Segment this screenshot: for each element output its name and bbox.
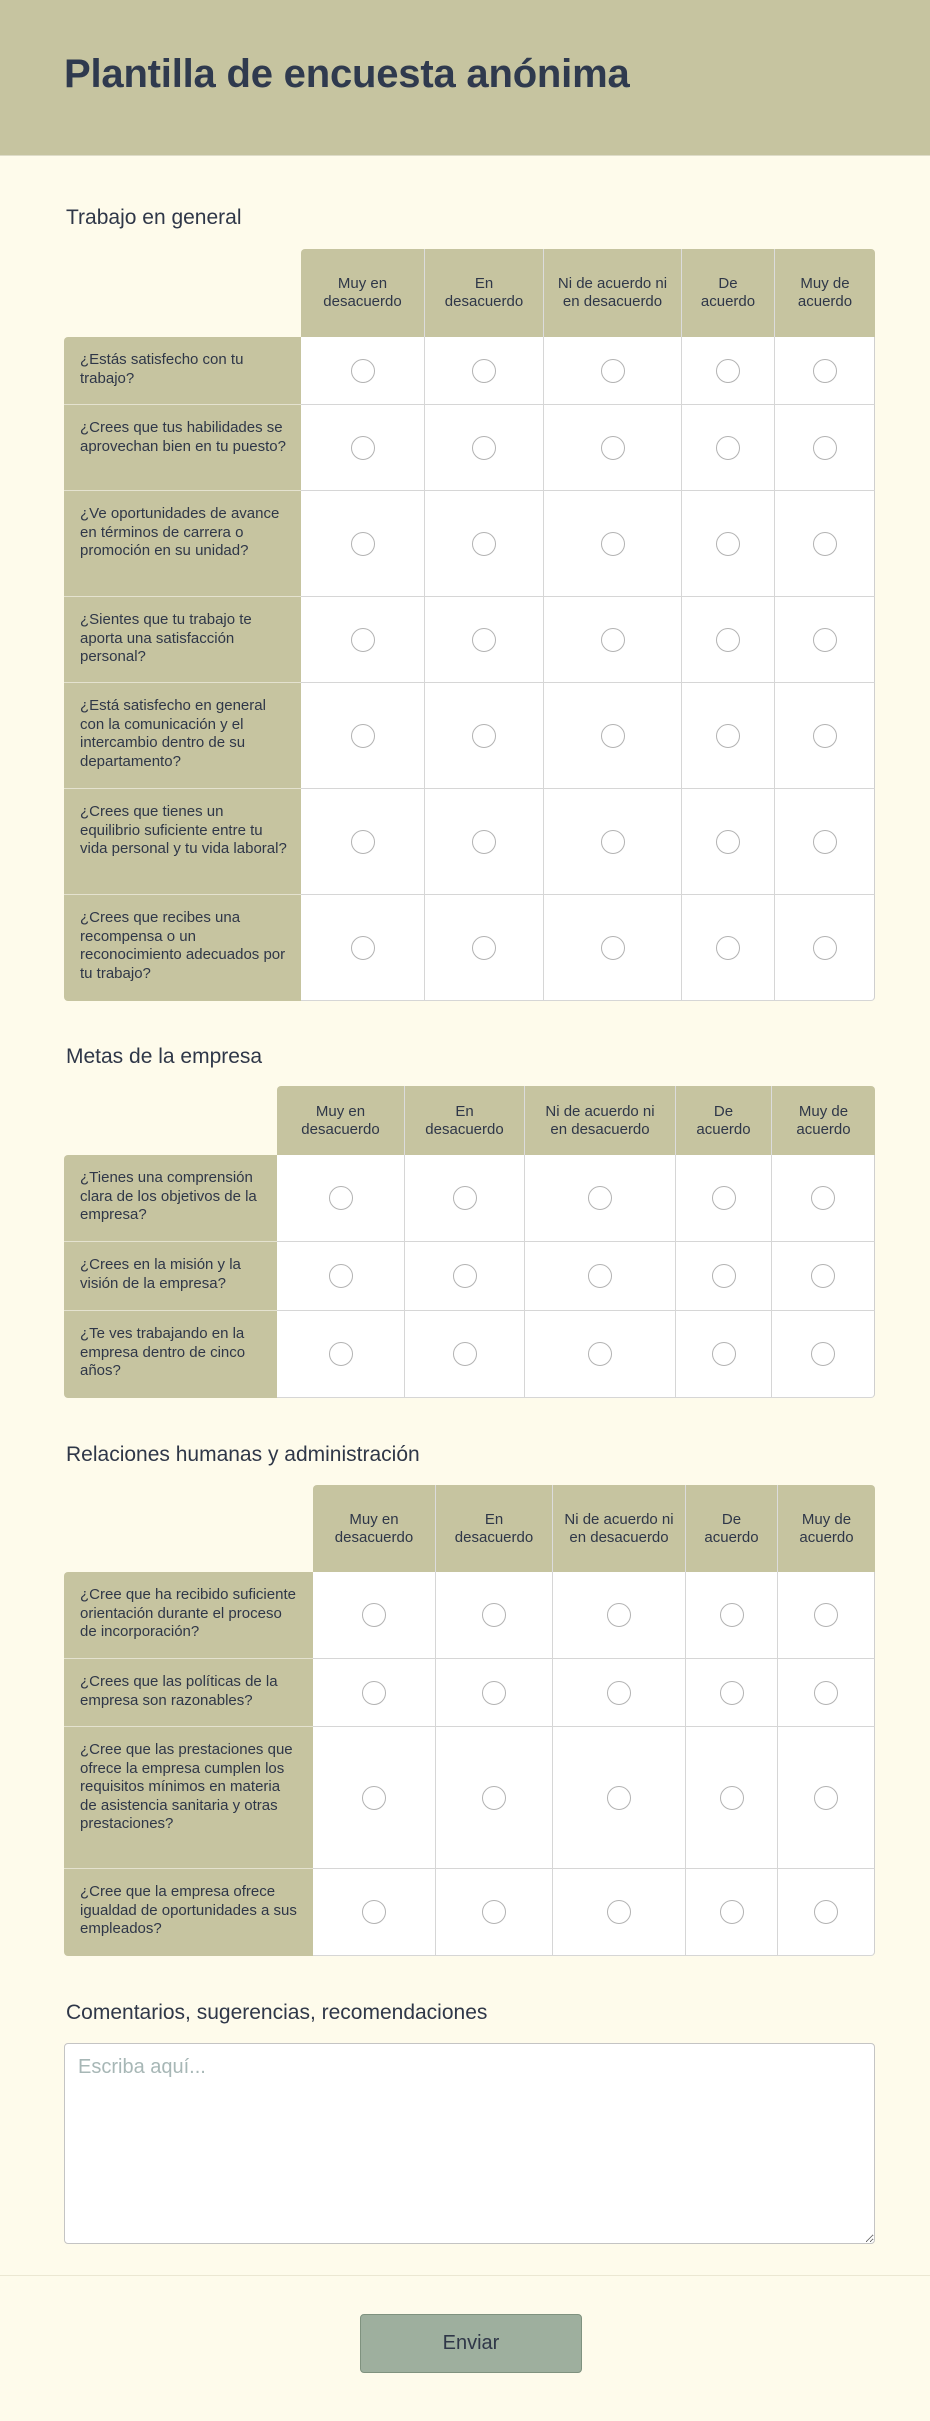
radio-cell[interactable] (425, 405, 544, 491)
radio-button[interactable] (351, 532, 375, 556)
question-label: ¿Crees que tus habilidades se aprovechan bien en tu puesto? (64, 405, 301, 491)
question-label: ¿Tienes una comprensión clara de los objetivos de la empresa? (64, 1155, 277, 1242)
radio-button[interactable] (601, 628, 625, 652)
radio-cell[interactable] (676, 1311, 772, 1398)
question-label: ¿Crees en la misión y la visión de la empresa? (64, 1242, 277, 1311)
radio-button[interactable] (712, 1264, 736, 1288)
question-row (64, 597, 875, 683)
radio-button[interactable] (351, 436, 375, 460)
radio-cell[interactable] (301, 895, 425, 1001)
radio-cell[interactable] (544, 789, 682, 895)
radio-cell[interactable] (775, 491, 875, 597)
radio-cell[interactable] (686, 1572, 778, 1659)
radio-cell[interactable] (436, 1727, 553, 1869)
question-row (64, 1659, 875, 1727)
radio-cell[interactable] (553, 1572, 686, 1659)
radio-cell[interactable] (778, 1869, 875, 1956)
radio-button[interactable] (453, 1342, 477, 1366)
radio-button[interactable] (716, 830, 740, 854)
radio-cell[interactable] (313, 1572, 436, 1659)
question-label: ¿Sientes que tu trabajo te aporta una satisfacción personal? (64, 597, 301, 683)
column-header: Muy en desacuerdo (301, 249, 425, 337)
column-header: En desacuerdo (436, 1485, 553, 1572)
radio-button[interactable] (482, 1603, 506, 1627)
radio-cell[interactable] (553, 1727, 686, 1869)
radio-button[interactable] (601, 724, 625, 748)
question-row (64, 789, 875, 895)
radio-button[interactable] (453, 1186, 477, 1210)
matrix-corner (64, 1485, 313, 1572)
radio-cell[interactable] (313, 1659, 436, 1727)
radio-button[interactable] (712, 1186, 736, 1210)
radio-cell[interactable] (301, 337, 425, 405)
radio-button[interactable] (716, 532, 740, 556)
radio-button[interactable] (720, 1603, 744, 1627)
column-header: De acuerdo (682, 249, 775, 337)
radio-button[interactable] (813, 724, 837, 748)
question-row (64, 405, 875, 491)
radio-button[interactable] (351, 724, 375, 748)
radio-cell[interactable] (682, 491, 775, 597)
radio-cell[interactable] (405, 1242, 525, 1311)
radio-button[interactable] (716, 359, 740, 383)
question-label: ¿Crees que tienes un equilibrio suficiente entre tu vida personal y tu vida laboral? (64, 789, 301, 895)
radio-cell[interactable] (682, 405, 775, 491)
radio-cell[interactable] (553, 1659, 686, 1727)
column-header: Muy en desacuerdo (313, 1485, 436, 1572)
radio-button[interactable] (814, 1681, 838, 1705)
radio-cell[interactable] (544, 491, 682, 597)
radio-cell[interactable] (686, 1727, 778, 1869)
question-row (64, 1572, 875, 1659)
radio-cell[interactable] (682, 789, 775, 895)
radio-button[interactable] (813, 359, 837, 383)
question-row (64, 1311, 875, 1398)
radio-button[interactable] (814, 1900, 838, 1924)
radio-button[interactable] (588, 1186, 612, 1210)
column-header: Ni de acuerdo ni en desacuerdo (544, 249, 682, 337)
page-header (0, 0, 930, 156)
page-title: Plantilla de encuesta anónima (64, 52, 630, 96)
radio-button[interactable] (362, 1900, 386, 1924)
radio-button[interactable] (362, 1603, 386, 1627)
radio-button[interactable] (472, 830, 496, 854)
radio-button[interactable] (472, 359, 496, 383)
radio-button[interactable] (720, 1681, 744, 1705)
question-label: ¿Te ves trabajando en la empresa dentro de cinco años? (64, 1311, 277, 1398)
radio-cell[interactable] (553, 1869, 686, 1956)
radio-cell[interactable] (775, 789, 875, 895)
radio-cell[interactable] (778, 1572, 875, 1659)
matrix-company-goals (64, 1086, 875, 1398)
column-header: De acuerdo (686, 1485, 778, 1572)
radio-button[interactable] (588, 1342, 612, 1366)
radio-button[interactable] (811, 1264, 835, 1288)
radio-button[interactable] (351, 628, 375, 652)
radio-cell[interactable] (778, 1659, 875, 1727)
question-label: ¿Ve oportunidades de avance en términos de carrera o promoción en su unidad? (64, 491, 301, 597)
radio-button[interactable] (607, 1681, 631, 1705)
radio-button[interactable] (482, 1681, 506, 1705)
radio-button[interactable] (712, 1342, 736, 1366)
radio-cell[interactable] (775, 337, 875, 405)
radio-cell[interactable] (544, 405, 682, 491)
radio-cell[interactable] (772, 1242, 875, 1311)
radio-cell[interactable] (301, 683, 425, 789)
radio-cell[interactable] (525, 1311, 676, 1398)
question-row (64, 1869, 875, 1956)
radio-button[interactable] (716, 936, 740, 960)
question-label: ¿Crees que las políticas de la empresa son razonables? (64, 1659, 313, 1727)
radio-button[interactable] (716, 628, 740, 652)
radio-cell[interactable] (772, 1311, 875, 1398)
radio-button[interactable] (362, 1786, 386, 1810)
question-row (64, 895, 875, 1001)
radio-button[interactable] (716, 436, 740, 460)
radio-button[interactable] (472, 724, 496, 748)
radio-cell[interactable] (676, 1155, 772, 1242)
radio-button[interactable] (601, 532, 625, 556)
radio-button[interactable] (329, 1264, 353, 1288)
section-title: Trabajo en general (66, 206, 242, 229)
radio-button[interactable] (813, 936, 837, 960)
radio-cell[interactable] (686, 1659, 778, 1727)
radio-cell[interactable] (682, 683, 775, 789)
radio-button[interactable] (601, 936, 625, 960)
radio-cell[interactable] (775, 895, 875, 1001)
radio-cell[interactable] (405, 1311, 525, 1398)
footer-divider (0, 2275, 930, 2276)
radio-cell[interactable] (775, 405, 875, 491)
radio-button[interactable] (813, 830, 837, 854)
radio-button[interactable] (472, 532, 496, 556)
column-header: Ni de acuerdo ni en desacuerdo (525, 1086, 676, 1155)
question-label: ¿Crees que recibes una recompensa o un reconocimiento adecuados por tu trabajo? (64, 895, 301, 1001)
radio-cell[interactable] (301, 789, 425, 895)
question-row (64, 1242, 875, 1311)
radio-cell[interactable] (778, 1727, 875, 1869)
radio-button[interactable] (813, 532, 837, 556)
radio-cell[interactable] (682, 597, 775, 683)
comments-title: Comentarios, sugerencias, recomendaciones (66, 2001, 488, 2024)
radio-button[interactable] (453, 1264, 477, 1288)
radio-button[interactable] (811, 1342, 835, 1366)
radio-button[interactable] (601, 359, 625, 383)
section-title: Relaciones humanas y administración (66, 1443, 420, 1466)
radio-button[interactable] (813, 436, 837, 460)
column-header: Muy en desacuerdo (277, 1086, 405, 1155)
radio-button[interactable] (351, 359, 375, 383)
question-row (64, 1155, 875, 1242)
radio-button[interactable] (472, 628, 496, 652)
radio-button[interactable] (472, 436, 496, 460)
radio-button[interactable] (351, 830, 375, 854)
radio-button[interactable] (720, 1900, 744, 1924)
radio-button[interactable] (329, 1186, 353, 1210)
radio-button[interactable] (482, 1900, 506, 1924)
radio-button[interactable] (607, 1786, 631, 1810)
radio-cell[interactable] (544, 683, 682, 789)
radio-button[interactable] (472, 936, 496, 960)
radio-button[interactable] (814, 1603, 838, 1627)
radio-cell[interactable] (425, 789, 544, 895)
radio-cell[interactable] (775, 683, 875, 789)
radio-cell[interactable] (425, 337, 544, 405)
question-label: ¿Cree que la empresa ofrece igualdad de oportunidades a sus empleados? (64, 1869, 313, 1956)
radio-cell[interactable] (544, 895, 682, 1001)
radio-cell[interactable] (436, 1869, 553, 1956)
matrix-work-general (64, 249, 875, 1001)
radio-cell[interactable] (277, 1242, 405, 1311)
radio-button[interactable] (607, 1603, 631, 1627)
radio-cell[interactable] (425, 491, 544, 597)
radio-cell[interactable] (544, 597, 682, 683)
radio-cell[interactable] (301, 597, 425, 683)
radio-cell[interactable] (436, 1572, 553, 1659)
radio-cell[interactable] (676, 1242, 772, 1311)
radio-cell[interactable] (544, 337, 682, 405)
radio-cell[interactable] (682, 895, 775, 1001)
radio-button[interactable] (362, 1681, 386, 1705)
question-row (64, 1727, 875, 1869)
radio-cell[interactable] (682, 337, 775, 405)
question-label: ¿Cree que ha recibido suficiente orientación durante el proceso de incorporación? (64, 1572, 313, 1659)
comments-textarea[interactable] (64, 2043, 875, 2244)
radio-cell[interactable] (301, 491, 425, 597)
radio-button[interactable] (588, 1264, 612, 1288)
matrix-human-relations (64, 1485, 875, 1956)
radio-button[interactable] (716, 724, 740, 748)
submit-button[interactable]: Enviar (360, 2314, 582, 2373)
radio-cell[interactable] (775, 597, 875, 683)
column-header: Muy de acuerdo (772, 1086, 875, 1155)
radio-cell[interactable] (686, 1869, 778, 1956)
radio-cell[interactable] (425, 597, 544, 683)
column-header: De acuerdo (676, 1086, 772, 1155)
question-label: ¿Estás satisfecho con tu trabajo? (64, 337, 301, 405)
radio-cell[interactable] (425, 895, 544, 1001)
radio-button[interactable] (607, 1900, 631, 1924)
radio-button[interactable] (813, 628, 837, 652)
column-header: En desacuerdo (405, 1086, 525, 1155)
radio-cell[interactable] (313, 1869, 436, 1956)
radio-button[interactable] (601, 830, 625, 854)
radio-button[interactable] (351, 936, 375, 960)
matrix-corner (64, 1086, 277, 1155)
radio-cell[interactable] (313, 1727, 436, 1869)
radio-cell[interactable] (772, 1155, 875, 1242)
radio-cell[interactable] (301, 405, 425, 491)
radio-button[interactable] (482, 1786, 506, 1810)
radio-cell[interactable] (277, 1311, 405, 1398)
radio-button[interactable] (329, 1342, 353, 1366)
matrix-corner (64, 249, 301, 337)
radio-cell[interactable] (436, 1659, 553, 1727)
column-header: Ni de acuerdo ni en desacuerdo (553, 1485, 686, 1572)
question-row (64, 491, 875, 597)
question-label: ¿Está satisfecho en general con la comunicación y el intercambio dentro de su departamento? (64, 683, 301, 789)
radio-cell[interactable] (277, 1155, 405, 1242)
radio-cell[interactable] (525, 1155, 676, 1242)
question-row (64, 337, 875, 405)
section-title: Metas de la empresa (66, 1045, 263, 1068)
radio-button[interactable] (814, 1786, 838, 1810)
radio-button[interactable] (601, 436, 625, 460)
radio-cell[interactable] (405, 1155, 525, 1242)
column-header: Muy de acuerdo (775, 249, 875, 337)
column-header: En desacuerdo (425, 249, 544, 337)
radio-button[interactable] (811, 1186, 835, 1210)
radio-cell[interactable] (525, 1242, 676, 1311)
column-header: Muy de acuerdo (778, 1485, 875, 1572)
question-row (64, 683, 875, 789)
question-label: ¿Cree que las prestaciones que ofrece la empresa cumplen los requisitos mínimos en materia de asistencia sanitaria y otras prestaciones? (64, 1727, 313, 1869)
radio-button[interactable] (720, 1786, 744, 1810)
radio-cell[interactable] (425, 683, 544, 789)
